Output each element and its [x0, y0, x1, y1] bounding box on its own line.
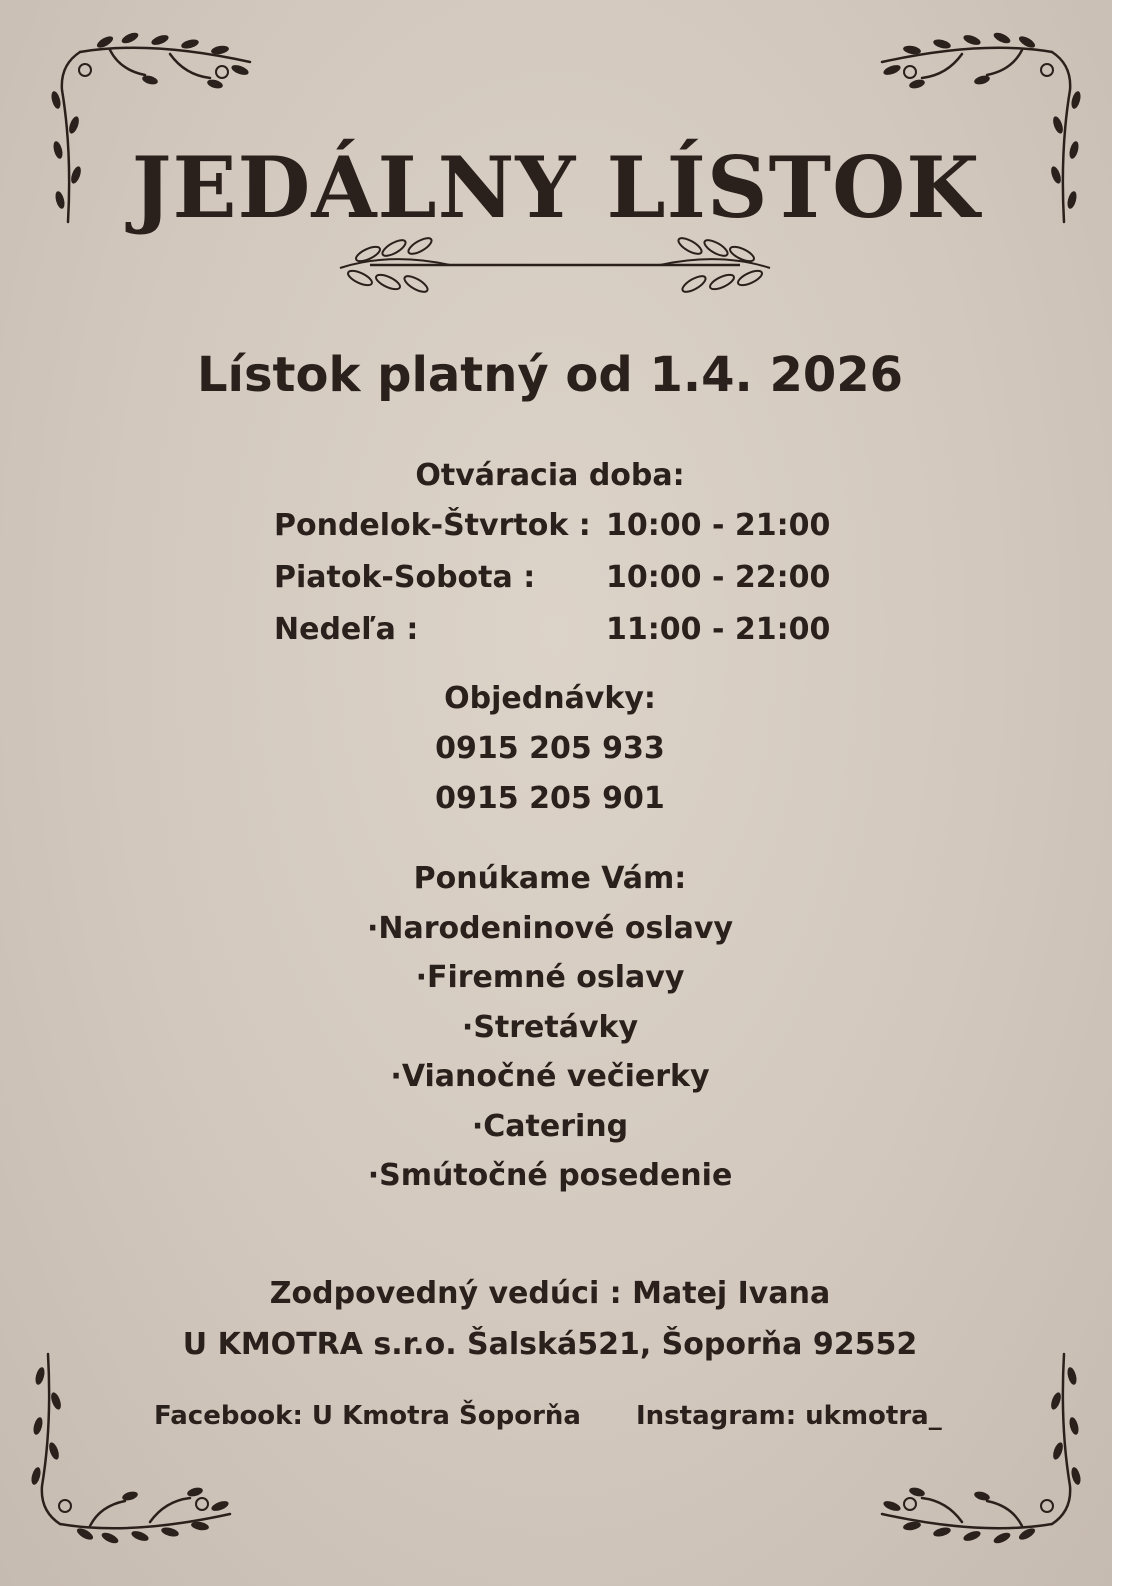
offer-item: ·Vianočné večierky: [390, 1059, 710, 1094]
corner-vine-bottom-left-icon: [30, 1346, 240, 1546]
offer-heading: Ponúkame Vám:: [413, 861, 687, 896]
contact-section: [0, 1268, 1100, 1370]
offer-item: ·Stretávky: [461, 1009, 639, 1045]
offer-item: ·Catering: [471, 1108, 629, 1144]
hours-days: Piatok-Sobota :: [274, 560, 536, 595]
page-title: JEDÁLNY LÍSTOK: [131, 138, 981, 237]
validity-date: Lístok platný od 1.4. 2026: [196, 347, 904, 403]
phone-number: 0915 205 901: [435, 781, 665, 816]
hours-time: 10:00 - 22:00: [606, 560, 831, 595]
corner-vine-bottom-right-icon: [872, 1346, 1082, 1546]
orders-heading: Objednávky:: [444, 681, 656, 716]
instagram-handle: Instagram: ukmotra_: [636, 1401, 942, 1431]
offer-item: ·Smútočné posedenie: [367, 1158, 733, 1193]
hours-time: 10:00 - 21:00: [606, 508, 831, 543]
facebook-handle: Facebook: U Kmotra Šoporňa: [154, 1401, 581, 1431]
manager-line: Zodpovedný vedúci : Matej Ivana: [269, 1276, 831, 1311]
social-line: [154, 1396, 942, 1436]
orders-section: [0, 674, 1100, 824]
phone-number: 0915 205 933: [435, 731, 665, 766]
hours-time: 11:00 - 21:00: [606, 612, 831, 647]
hours-days: Nedeľa :: [274, 612, 419, 647]
offer-item: ·Narodeninové oslavy: [366, 910, 734, 946]
address-line: U KMOTRA s.r.o. Šalská521, Šoporňa 92552: [182, 1327, 918, 1362]
white-edge: [1112, 0, 1128, 1586]
offer-item: ·Firemné oslavy: [415, 960, 685, 995]
laurel-divider-icon: [330, 232, 780, 298]
opening-hours-heading: Otváracia doba:: [415, 458, 685, 493]
offer-section: [0, 854, 1100, 1201]
hours-days: Pondelok-Štvrtok :: [274, 508, 591, 543]
